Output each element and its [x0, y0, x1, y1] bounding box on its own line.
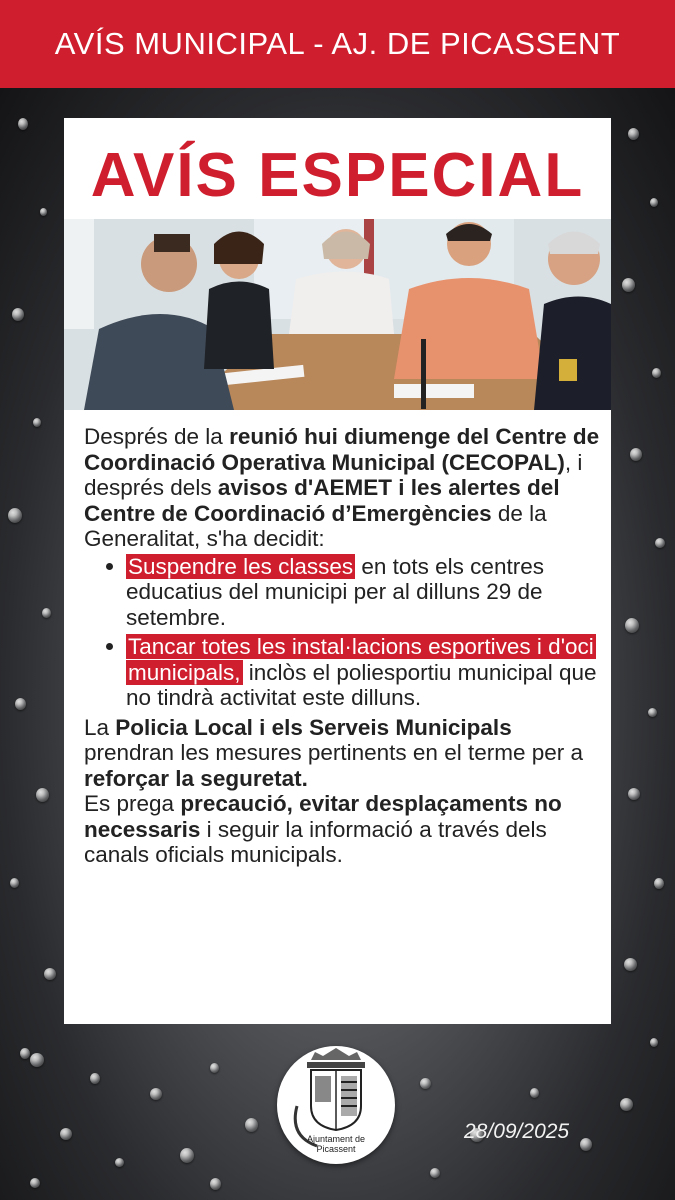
logo-caption: Ajuntament de Picassent [306, 1134, 366, 1154]
town-hall-logo [277, 1046, 395, 1164]
header-title: AVÍS MUNICIPAL - AJ. DE PICASSENT [54, 26, 621, 61]
notice-title: AVÍS ESPECIAL [90, 141, 585, 210]
measures-list [84, 554, 604, 711]
meeting-photo [64, 219, 611, 410]
header-banner [0, 0, 675, 88]
caution-paragraph: Es prega precaució, evitar desplaçaments no necessaris i seguir la informació a través dels canals oficials municipals. [84, 791, 562, 867]
police-paragraph: La Policia Local i els Serveis Municipals prendran les mesures pertinents en el terme per a reforçar la seguretat. [84, 714, 584, 791]
list-item: Tancar totes les instal·lacions esportives i d'oci municipals, inclòs el poliesportiu municipal que no tindrà activitat este dilluns. [126, 634, 604, 711]
notice-card [64, 118, 611, 1024]
list-item: Suspendre les classes en tots els centres educatius del municipi per al dilluns 29 de setembre. [126, 554, 604, 631]
notice-date: 28/09/2025 [464, 1120, 570, 1143]
intro-paragraph: Després de la reunió hui diumenge del Centre de Coordinació Operativa Municipal (CECOPAL), i després dels avisos d'AEMET i les alertes del Centre de Coordinació d’Emergències de la Generalitat, s'ha decidit: [84, 424, 600, 551]
notice-body [84, 424, 604, 868]
